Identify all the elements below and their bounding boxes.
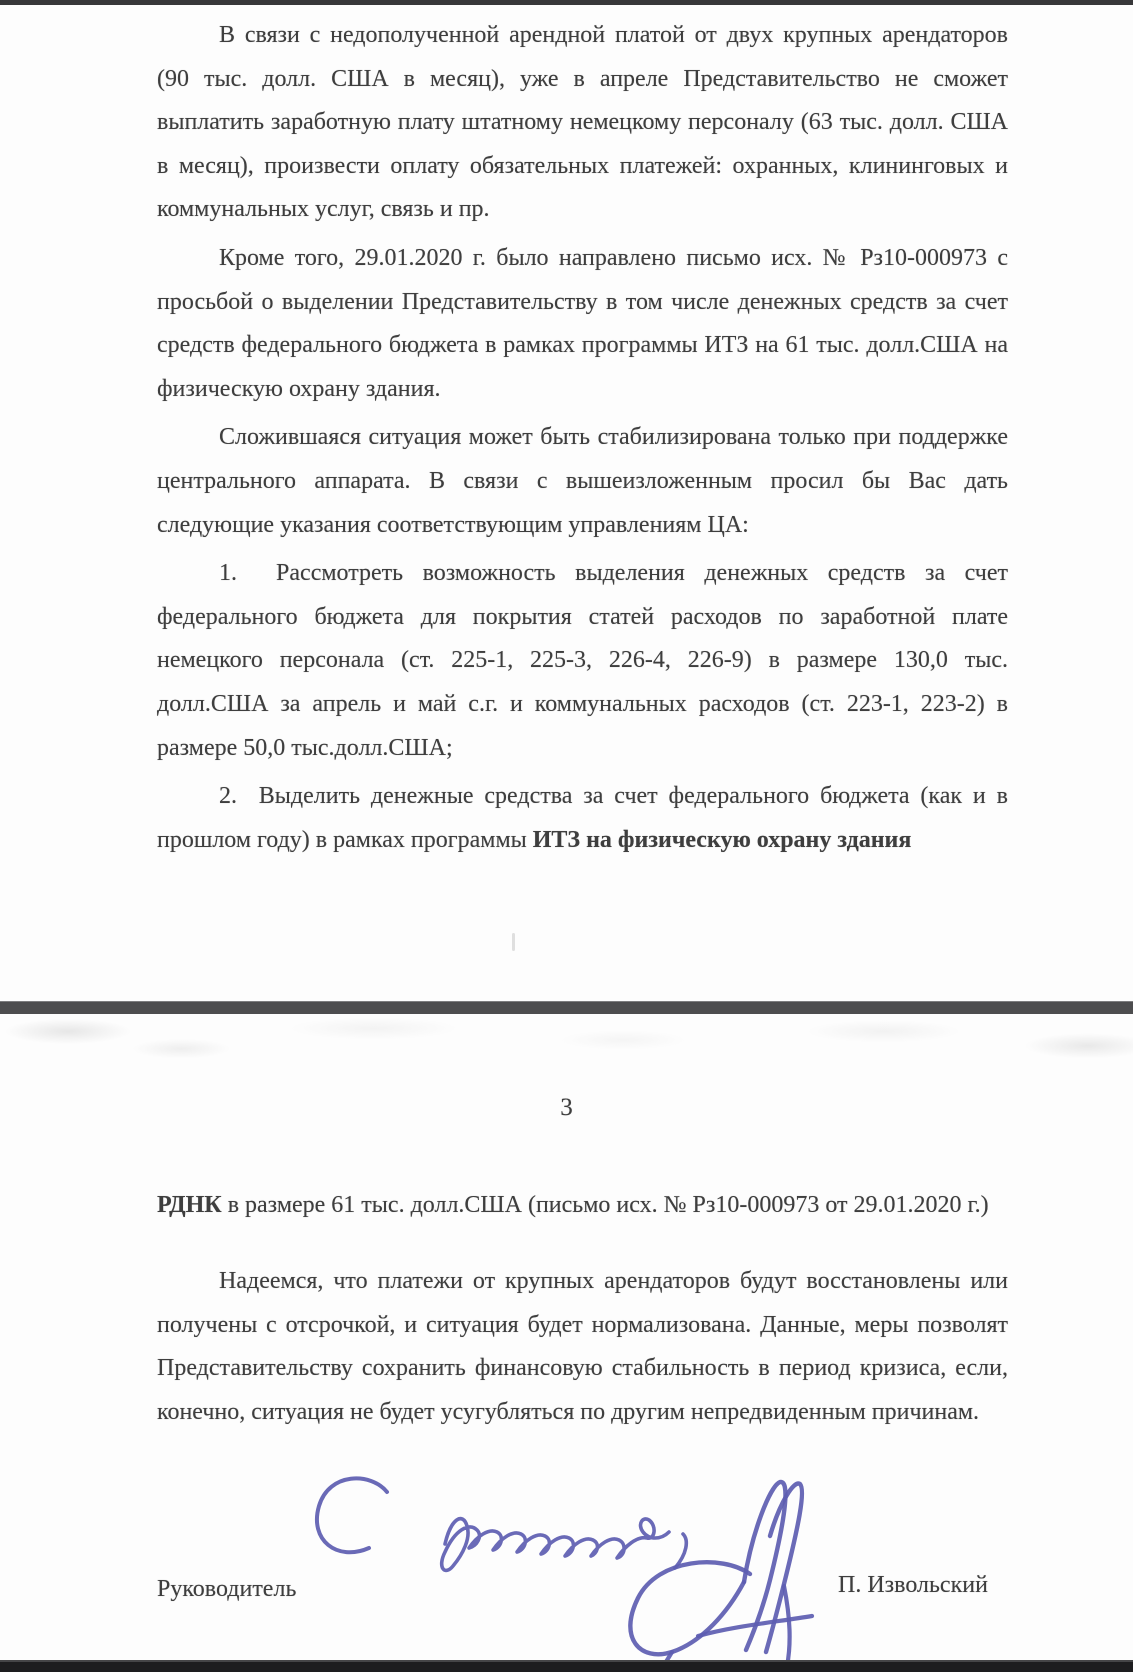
paragraph-rdnk-continuation <box>157 1184 1008 1228</box>
page-2-text-block <box>157 14 1008 867</box>
paragraph-situation: Сложившаяся ситуация может быть стабилизирована только при поддержке центрального аппарата. В связи с вышеизложенным просил бы Вас дать следующие указания соответствующим управлениям ЦА: <box>157 424 1008 538</box>
rdnk-bold-text: РДНК <box>157 1192 222 1218</box>
list-item-2 <box>157 775 1008 862</box>
letter-page-2 <box>0 5 1133 1001</box>
signoff-role: Руководитель <box>157 1576 297 1602</box>
signature <box>600 1474 920 1672</box>
paragraph-hope: Надеемся, что платежи от крупных арендаторов будут восстановлены или получены с отсрочкой, и ситуация будет нормализована. Данные, меры позволят Представительству сохранить финансовую стабильность в период кризиса, если, конечно, ситуация не будет усугубляться по другим непредвиденным причинам. <box>157 1268 1008 1425</box>
list-item-2-bold-text: ИТЗ на физическую охрану здания <box>532 826 912 853</box>
list-item-1: 1. Рассмотреть возможность выделения денежных средств за счет федерального бюджета для покрытия статей расходов по заработной плате немецкого персонала (ст. 225-1, 225-3, 226-4, 226-9) в размере 130,0 тыс. долл.США за апрель и май с.г. и коммунальных расходов (ст. 223-1, 223-2) в размере 50,0 тыс.долл.США; <box>157 560 1008 761</box>
bottom-letterbox-bar <box>0 1660 1133 1672</box>
scan-noise <box>0 1014 1133 1072</box>
list-item-2-text: 2. Выделить денежные средства за счет федерального бюджета (как и в прошлом году) в рамках программы <box>157 783 1008 853</box>
signoff-name: П. Извольский <box>838 1572 988 1598</box>
rdnk-rest-text: в размере 61 тыс. долл.США (письмо исх. № Рз10-000973 от 29.01.2020 г.) <box>221 1192 989 1218</box>
paragraph-letter-request: Кроме того, 29.01.2020 г. было направлено письмо исх. № Рз10-000973 с просьбой о выделении Представительству в том числе денежных средств за счет средств федерального бюджета в рамках программы ИТЗ на 61 тыс. долл.США на физическую охрану здания. <box>157 244 1008 402</box>
scan-smudge <box>512 933 515 951</box>
page-number: 3 <box>560 1094 573 1121</box>
paragraph-rent-shortfall: В связи с недополученной арендной платой от двух крупных арендаторов (90 тыс. долл. США в месяц), уже в апреле Представительство не сможет выплатить заработную плату штатному немецкому персоналу (63 тыс. долл. США в месяц), произвести оплату обязательных платежей: охранных, клининговых и коммунальных услуг, связь и пр. <box>157 22 1008 223</box>
